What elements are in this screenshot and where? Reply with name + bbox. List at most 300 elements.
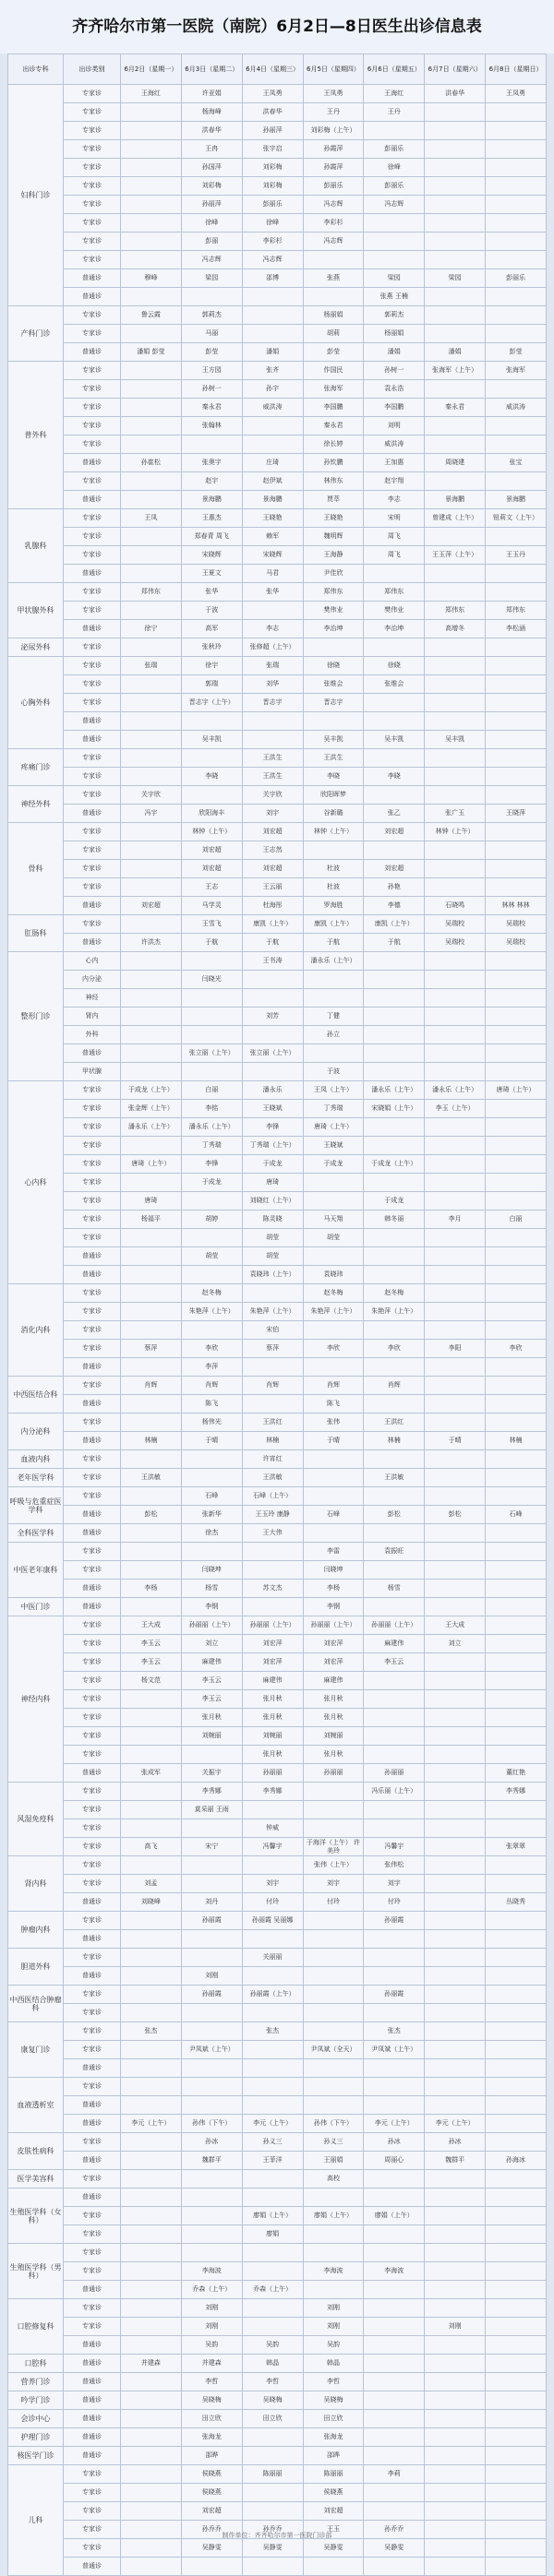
column-header: 出诊专科 — [8, 54, 64, 85]
doctor-cell — [303, 1524, 364, 1543]
clinic-type: 专家诊 — [64, 399, 121, 417]
doctor-cell: 彭丽乐 — [242, 196, 303, 214]
doctor-cell: 景海鹏 — [242, 491, 303, 509]
table-row — [8, 528, 547, 546]
doctor-cell — [486, 1413, 547, 1432]
doctor-cell — [242, 1930, 303, 1949]
doctor-cell — [486, 1137, 547, 1155]
clinic-type: 普通诊 — [64, 2188, 121, 2207]
table-row — [8, 2133, 547, 2152]
doctor-cell: 林钟（上午） — [181, 823, 242, 841]
doctor-cell — [121, 1413, 182, 1432]
doctor-cell: 周飞 — [364, 528, 425, 546]
doctor-cell — [425, 1543, 486, 1561]
doctor-cell — [121, 140, 182, 159]
doctor-cell — [486, 952, 547, 971]
doctor-cell: 吴丰凯 — [364, 731, 425, 749]
doctor-cell — [364, 1321, 425, 1340]
clinic-type: 专家诊 — [64, 140, 121, 159]
doctor-cell: 王志 — [181, 878, 242, 897]
doctor-cell: 王玉玲 康静 — [242, 1506, 303, 1524]
table-row — [8, 897, 547, 915]
doctor-cell: 麻建伟 — [242, 1672, 303, 1690]
doctor-cell: 杨雪 — [181, 1580, 242, 1598]
clinic-type: 普通诊 — [64, 2281, 121, 2299]
doctor-cell — [364, 1358, 425, 1377]
doctor-cell: 吴静雯 — [242, 2539, 303, 2558]
doctor-cell: 张海军 — [303, 380, 364, 399]
doctor-cell — [425, 1690, 486, 1709]
doctor-cell: 孙国萍 — [181, 159, 242, 177]
doctor-cell: 孙乔乔 — [181, 2521, 242, 2539]
clinic-type: 专家诊 — [64, 2465, 121, 2484]
doctor-cell — [364, 2244, 425, 2262]
doctor-cell — [364, 1930, 425, 1949]
doctor-cell — [303, 1469, 364, 1487]
table-row — [8, 509, 547, 528]
doctor-cell: 孙义三 — [303, 2133, 364, 2152]
doctor-cell: 吴丰凯 — [425, 731, 486, 749]
clinic-type: 专家诊 — [64, 860, 121, 878]
doctor-cell: 王凤勇 — [242, 85, 303, 103]
doctor-cell — [425, 1413, 486, 1432]
doctor-cell — [486, 1469, 547, 1487]
doctor-cell: 冯宇 — [121, 805, 182, 823]
doctor-cell — [425, 196, 486, 214]
doctor-cell — [425, 2262, 486, 2281]
doctor-cell — [486, 103, 547, 122]
doctor-cell: 韩晶 — [242, 2355, 303, 2373]
doctor-cell — [425, 675, 486, 694]
doctor-cell: 尹凤斌（上午） — [364, 2041, 425, 2059]
doctor-cell: 王惠杰 — [181, 509, 242, 528]
department-name: 生殖医学科（女科） — [8, 2188, 64, 2244]
doctor-cell: 石峰 — [303, 1506, 364, 1524]
doctor-cell — [486, 325, 547, 343]
doctor-cell: 刘宏超 — [181, 841, 242, 860]
doctor-cell — [425, 2078, 486, 2096]
clinic-type: 专家诊 — [64, 1487, 121, 1506]
doctor-cell: 林伟东 — [303, 472, 364, 491]
doctor-cell: 于航 — [364, 934, 425, 952]
clinic-type: 专家诊 — [64, 2299, 121, 2318]
doctor-cell — [486, 565, 547, 583]
clinic-type: 专家诊 — [64, 1100, 121, 1118]
doctor-cell: 王菲洋 — [242, 2152, 303, 2170]
table-row — [8, 1690, 547, 1709]
doctor-cell: 冯志辉 — [303, 233, 364, 251]
table-row — [8, 1967, 547, 1986]
doctor-cell — [425, 1856, 486, 1875]
doctor-cell — [486, 233, 547, 251]
clinic-type: 普通诊 — [64, 2059, 121, 2078]
doctor-cell: 景海鹏 — [181, 491, 242, 509]
doctor-cell: 蔡萍 — [242, 1340, 303, 1358]
doctor-cell — [364, 971, 425, 989]
doctor-cell — [121, 1321, 182, 1340]
table-row — [8, 1377, 547, 1395]
doctor-cell: 李元（上午） — [121, 2115, 182, 2133]
table-row — [8, 122, 547, 140]
doctor-cell — [425, 2207, 486, 2225]
clinic-type: 普通诊 — [64, 565, 121, 583]
clinic-type: 专家诊 — [64, 1155, 121, 1174]
doctor-cell: 刘宇 — [242, 805, 303, 823]
table-row — [8, 952, 547, 971]
doctor-cell — [425, 1838, 486, 1856]
table-row — [8, 1487, 547, 1506]
doctor-cell: 彭丽乐 — [364, 140, 425, 159]
table-row — [8, 2355, 547, 2373]
doctor-cell: 吴瑞校 — [425, 915, 486, 934]
doctor-cell — [425, 1450, 486, 1469]
doctor-cell: 刘刚 — [425, 2318, 486, 2336]
doctor-cell — [242, 712, 303, 731]
doctor-cell — [486, 1635, 547, 1653]
table-row — [8, 1506, 547, 1524]
doctor-cell: 张伟（上午） — [303, 1856, 364, 1875]
doctor-cell: 李玉（上午） — [425, 1100, 486, 1118]
doctor-cell: 钮莉文（上午） — [486, 509, 547, 528]
table-row — [8, 2022, 547, 2041]
doctor-cell: 张翰林 — [181, 417, 242, 435]
doctor-cell: 孙钦鹏 — [303, 454, 364, 472]
doctor-cell — [181, 2170, 242, 2188]
table-row — [8, 2115, 547, 2133]
doctor-cell: 潘娟 — [242, 343, 303, 362]
doctor-cell — [121, 1358, 182, 1377]
doctor-cell: 郑伟东 — [121, 583, 182, 602]
doctor-cell — [364, 952, 425, 971]
doctor-cell — [181, 2004, 242, 2022]
table-row — [8, 841, 547, 860]
clinic-type: 专家诊 — [64, 1783, 121, 1801]
doctor-cell — [121, 2281, 182, 2299]
doctor-cell — [486, 2336, 547, 2355]
clinic-type: 专家诊 — [64, 1986, 121, 2004]
doctor-cell — [181, 2188, 242, 2207]
doctor-cell — [242, 306, 303, 325]
table-row — [8, 2447, 547, 2465]
doctor-cell: 张燕 — [303, 269, 364, 288]
doctor-cell — [486, 1746, 547, 1764]
doctor-cell — [121, 380, 182, 399]
doctor-cell: 李海波 — [364, 2262, 425, 2281]
table-row — [8, 583, 547, 602]
table-row — [8, 2299, 547, 2318]
doctor-cell — [486, 2281, 547, 2299]
doctor-cell — [425, 1063, 486, 1081]
doctor-cell — [303, 2022, 364, 2041]
doctor-cell — [425, 1487, 486, 1506]
doctor-cell — [425, 2502, 486, 2521]
doctor-cell — [486, 749, 547, 768]
clinic-type: 普通诊 — [64, 2355, 121, 2373]
doctor-cell: 冯馨宇 — [364, 1838, 425, 1856]
doctor-cell — [242, 1561, 303, 1580]
doctor-cell: 彭松 — [364, 1506, 425, 1524]
doctor-cell — [121, 1598, 182, 1616]
clinic-type: 专家诊 — [64, 472, 121, 491]
doctor-cell — [364, 2078, 425, 2096]
doctor-cell — [121, 528, 182, 546]
doctor-cell — [486, 2133, 547, 2152]
doctor-cell — [121, 2318, 182, 2336]
doctor-cell: 潘永乐 — [242, 1081, 303, 1100]
doctor-cell: 李钢 — [303, 1598, 364, 1616]
doctor-cell — [303, 1358, 364, 1377]
doctor-cell — [425, 1580, 486, 1598]
doctor-cell: 刘宇 — [242, 1875, 303, 1893]
table-row — [8, 1838, 547, 1856]
doctor-cell: 刘宏超 — [364, 823, 425, 841]
clinic-type: 普通诊 — [64, 2373, 121, 2391]
doctor-cell: 孙丽霞 — [181, 1912, 242, 1930]
doctor-cell — [364, 2004, 425, 2022]
doctor-cell: 孙丽丽 — [364, 1764, 425, 1783]
doctor-cell — [303, 251, 364, 269]
doctor-cell — [364, 2428, 425, 2447]
clinic-type: 专家诊 — [64, 509, 121, 528]
doctor-cell: 麻建伟 — [303, 1672, 364, 1690]
doctor-cell — [181, 749, 242, 768]
doctor-cell — [364, 2281, 425, 2299]
doctor-cell: 杨雪 — [364, 1580, 425, 1598]
department-name: 产科门诊 — [8, 306, 64, 362]
doctor-cell: 关振宇 — [181, 1764, 242, 1783]
doctor-cell: 王玉萍（上午） — [425, 546, 486, 565]
doctor-cell: 王大成 — [121, 1616, 182, 1635]
doctor-cell — [486, 159, 547, 177]
department-name: 普外科 — [8, 362, 64, 509]
department-name: 血液内科 — [8, 1450, 64, 1469]
table-row — [8, 2318, 547, 2336]
doctor-cell: 冯乐丽（上午） — [364, 1783, 425, 1801]
clinic-type: 普通诊 — [64, 2096, 121, 2115]
doctor-cell — [425, 1284, 486, 1303]
doctor-cell: 徐长婷 — [303, 435, 364, 454]
table-row — [8, 1432, 547, 1450]
doctor-cell: 李杨 — [121, 1580, 182, 1598]
doctor-cell — [364, 694, 425, 712]
doctor-cell: 麻建伟 — [181, 1653, 242, 1672]
doctor-cell — [425, 2041, 486, 2059]
doctor-cell: 陈飞 — [303, 1395, 364, 1413]
doctor-cell — [425, 214, 486, 233]
doctor-cell: 肖辉 — [303, 1377, 364, 1395]
doctor-cell: 王云丽 — [242, 878, 303, 897]
doctor-cell — [242, 1284, 303, 1303]
table-row — [8, 343, 547, 362]
doctor-cell — [425, 2373, 486, 2391]
doctor-cell — [486, 2225, 547, 2244]
table-row — [8, 159, 547, 177]
doctor-cell — [364, 1801, 425, 1819]
doctor-cell — [486, 2373, 547, 2391]
doctor-cell: 高增冬 — [425, 620, 486, 638]
doctor-cell — [121, 472, 182, 491]
doctor-cell: 马丽 — [181, 325, 242, 343]
table-row — [8, 85, 547, 103]
department-name: 肿瘤内科 — [8, 1912, 64, 1949]
doctor-cell — [425, 1321, 486, 1340]
doctor-cell — [425, 583, 486, 602]
clinic-type: 普通诊 — [64, 2152, 121, 2170]
table-row — [8, 1783, 547, 1801]
table-row — [8, 140, 547, 159]
doctor-cell: 康凯（上午） — [303, 915, 364, 934]
table-row — [8, 454, 547, 472]
doctor-cell — [425, 306, 486, 325]
doctor-cell — [364, 2096, 425, 2115]
doctor-cell: 刘宏超 — [242, 823, 303, 841]
clinic-type: 专家诊 — [64, 1635, 121, 1653]
doctor-cell — [181, 1008, 242, 1026]
doctor-cell: 李锋 — [181, 1155, 242, 1174]
doctor-cell: 孙宇 — [242, 380, 303, 399]
doctor-cell: 王方园 — [181, 362, 242, 380]
clinic-type: 专家诊 — [64, 1561, 121, 1580]
table-row — [8, 2281, 547, 2299]
table-row — [8, 306, 547, 325]
doctor-cell: 徐峰 — [181, 214, 242, 233]
doctor-cell: 孙丽萍 — [242, 122, 303, 140]
table-row — [8, 1118, 547, 1137]
clinic-type: 专家诊 — [64, 1949, 121, 1967]
doctor-cell: 刘宏超 — [242, 860, 303, 878]
table-row — [8, 1764, 547, 1783]
doctor-cell: 徐晓 — [303, 657, 364, 675]
doctor-cell — [486, 417, 547, 435]
table-row — [8, 269, 547, 288]
doctor-cell: 杨文范 — [121, 1672, 182, 1690]
doctor-cell: 朱艳萍（上午） — [303, 1303, 364, 1321]
doctor-cell — [121, 546, 182, 565]
doctor-cell: 付玲 — [364, 1893, 425, 1912]
table-row — [8, 2428, 547, 2447]
doctor-cell: 李莉 — [364, 2465, 425, 2484]
doctor-cell: 张瑞 — [121, 657, 182, 675]
doctor-cell: 杜海彤 — [242, 897, 303, 915]
doctor-cell: 刘宏超 — [121, 897, 182, 915]
clinic-type: 普通诊 — [64, 1580, 121, 1598]
doctor-cell — [121, 952, 182, 971]
doctor-cell: 于晴 — [303, 1432, 364, 1450]
doctor-cell — [425, 1303, 486, 1321]
department-name: 核医学门诊 — [8, 2447, 64, 2465]
doctor-cell: 孙丽丽（上午） — [364, 1616, 425, 1635]
table-row — [8, 214, 547, 233]
doctor-cell — [181, 1321, 242, 1340]
doctor-cell — [364, 1118, 425, 1137]
doctor-cell: 景海鹏 — [486, 491, 547, 509]
doctor-cell — [121, 989, 182, 1008]
doctor-cell — [121, 2539, 182, 2558]
department-name: 胆道外科 — [8, 1949, 64, 1986]
doctor-cell — [486, 2558, 547, 2576]
doctor-cell — [486, 2447, 547, 2465]
doctor-cell: 梁园 — [425, 269, 486, 288]
doctor-cell — [364, 1524, 425, 1543]
doctor-cell: 秦永君 — [181, 399, 242, 417]
doctor-cell — [181, 1930, 242, 1949]
doctor-cell — [121, 2170, 182, 2188]
doctor-cell — [242, 435, 303, 454]
doctor-cell — [121, 1543, 182, 1561]
doctor-cell: 孙丽霞 — [181, 1986, 242, 2004]
doctor-cell: 乔森（上午） — [181, 2281, 242, 2299]
doctor-cell: 唐琦 — [242, 1174, 303, 1192]
doctor-cell — [121, 1524, 182, 1543]
doctor-cell: 孙丽霞 — [364, 1986, 425, 2004]
doctor-cell — [303, 1450, 364, 1469]
doctor-cell: 孙伟（下午） — [181, 2115, 242, 2133]
doctor-cell: 杨丽娟 — [364, 325, 425, 343]
doctor-cell: 并建森 — [121, 2355, 182, 2373]
doctor-cell: 孙霞萍 — [303, 140, 364, 159]
doctor-cell: 冯志辉 — [181, 251, 242, 269]
doctor-cell — [121, 602, 182, 620]
doctor-cell — [486, 1524, 547, 1543]
doctor-cell — [486, 251, 547, 269]
clinic-type: 专家诊 — [64, 2244, 121, 2262]
doctor-cell: 李玉云 — [181, 1690, 242, 1709]
doctor-cell: 李元（上午） — [425, 2115, 486, 2133]
doctor-cell: 田立欣 — [303, 2410, 364, 2428]
doctor-cell: 吴瑞校 — [486, 915, 547, 934]
doctor-cell — [486, 1044, 547, 1063]
clinic-type: 专家诊 — [64, 325, 121, 343]
clinic-type: 专家诊 — [64, 233, 121, 251]
doctor-cell — [425, 1819, 486, 1838]
department-name: 儿科 — [8, 2465, 64, 2576]
table-row — [8, 2170, 547, 2188]
doctor-cell — [121, 362, 182, 380]
doctor-cell: 林楠 — [121, 1432, 182, 1450]
doctor-cell — [425, 952, 486, 971]
doctor-cell — [121, 694, 182, 712]
doctor-cell: 田立欣 — [181, 2410, 242, 2428]
doctor-cell: 刘宏萍 — [303, 1653, 364, 1672]
doctor-cell — [486, 2078, 547, 2096]
doctor-cell: 郑伟东 — [303, 583, 364, 602]
doctor-cell: 杜波 — [303, 878, 364, 897]
doctor-cell — [121, 1487, 182, 1506]
department-name: 心内科 — [8, 1081, 64, 1284]
table-row — [8, 1229, 547, 1247]
doctor-cell: 白丽 — [181, 1081, 242, 1100]
doctor-cell: 吴静雯 — [181, 2539, 242, 2558]
table-row — [8, 2391, 547, 2410]
table-row — [8, 2152, 547, 2170]
table-row — [8, 1026, 547, 1044]
doctor-cell — [303, 1247, 364, 1266]
table-row — [8, 491, 547, 509]
doctor-cell: 樊伟业 — [303, 602, 364, 620]
doctor-cell — [121, 2558, 182, 2576]
doctor-cell: 张伟 — [303, 1413, 364, 1432]
doctor-cell — [242, 1856, 303, 1875]
doctor-cell: 孙崔松 — [121, 454, 182, 472]
doctor-cell — [425, 2225, 486, 2244]
clinic-type: 普通诊 — [64, 1764, 121, 1783]
doctor-cell: 王海红 — [364, 85, 425, 103]
table-row — [8, 103, 547, 122]
clinic-type: 专家诊 — [64, 1303, 121, 1321]
doctor-cell — [364, 638, 425, 657]
table-row — [8, 2004, 547, 2022]
doctor-cell: 王洪生 — [242, 749, 303, 768]
